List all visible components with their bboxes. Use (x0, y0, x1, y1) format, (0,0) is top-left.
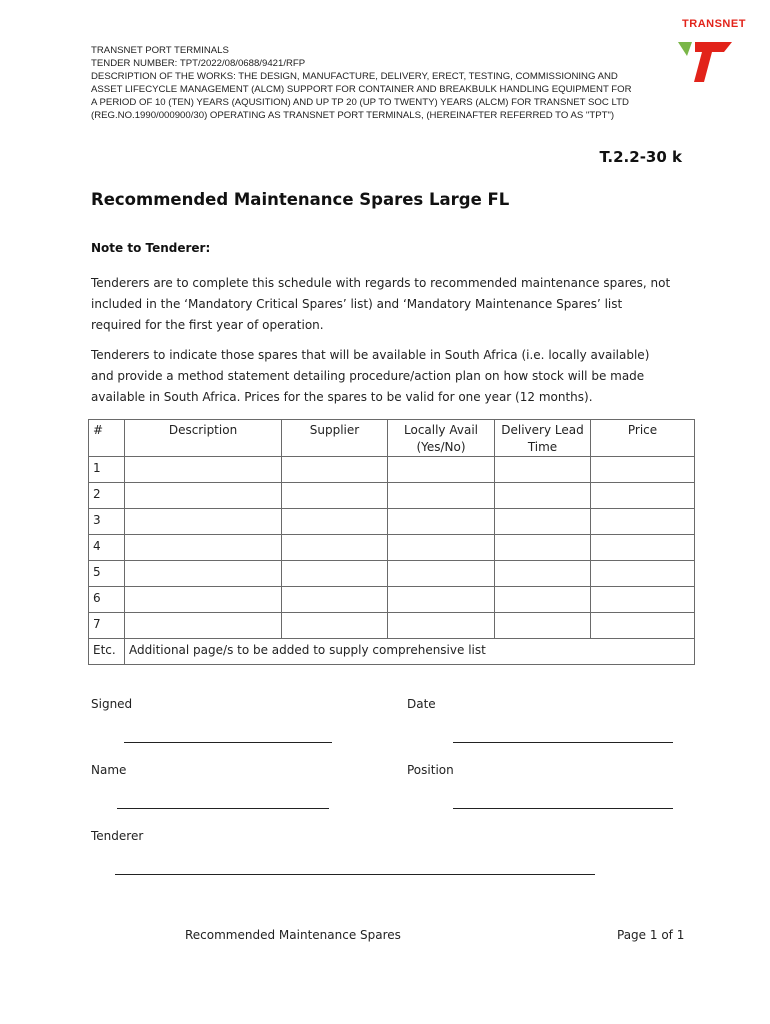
table-row (89, 561, 695, 587)
price-cell[interactable] (591, 613, 695, 639)
tender-header (91, 44, 681, 122)
instruction-paragraph: Tenderers are to complete this schedule with regards to recommended maintenance spares, not included in the ‘Mandatory Critical Spares’ list) and ‘Mandatory Maintenance Spares’ list required for the first year of operation. (91, 276, 671, 332)
row-etc-label: Etc. (89, 639, 125, 665)
row-number: 4 (89, 535, 125, 561)
column-header-supplier: Supplier (282, 420, 388, 457)
lead-time-cell[interactable] (495, 561, 591, 587)
page-title: Recommended Maintenance Spares Large FL (91, 190, 510, 209)
price-cell[interactable] (591, 587, 695, 613)
locally-avail-cell[interactable] (388, 535, 495, 561)
locally-avail-cell[interactable] (388, 561, 495, 587)
supplier-cell[interactable] (282, 535, 388, 561)
description-cell[interactable] (125, 457, 282, 483)
price-cell[interactable] (591, 535, 695, 561)
footer-title: Recommended Maintenance Spares (185, 928, 401, 942)
locally-avail-cell[interactable] (388, 509, 495, 535)
name-line[interactable] (117, 808, 329, 809)
row-number: 3 (89, 509, 125, 535)
locally-avail-cell[interactable] (388, 613, 495, 639)
lead-time-cell[interactable] (495, 457, 591, 483)
price-cell[interactable] (591, 509, 695, 535)
logo-wordmark: TRANSNET (682, 18, 746, 30)
column-header-locally-avail: Locally Avail (Yes/No) (388, 420, 495, 457)
note-heading: Note to Tenderer: (91, 241, 211, 255)
lead-time-cell[interactable] (495, 509, 591, 535)
description-cell[interactable] (125, 613, 282, 639)
column-header-description: Description (125, 420, 282, 457)
row-number: 1 (89, 457, 125, 483)
lead-time-cell[interactable] (495, 535, 591, 561)
locally-avail-cell[interactable] (388, 483, 495, 509)
table-row (89, 535, 695, 561)
price-cell[interactable] (591, 457, 695, 483)
instruction-paragraph: Tenderers to indicate those spares that will be available in South Africa (i.e. locally available) and provide a method statement detailing procedure/action plan on how stock will be made available in South Africa. Prices for the spares to be valid for one year (12 months). (91, 348, 650, 404)
supplier-cell[interactable] (282, 587, 388, 613)
name-label: Name (91, 763, 127, 777)
document-code: T.2.2-30 k (599, 148, 682, 166)
locally-avail-cell[interactable] (388, 457, 495, 483)
row-number: 2 (89, 483, 125, 509)
header-line: (REG.NO.1990/000900/30) OPERATING AS TRANSNET PORT TERMINALS, (HEREINAFTER REFERRED TO AS "TPT") (91, 110, 615, 121)
signed-line[interactable] (124, 742, 332, 743)
position-label: Position (407, 763, 454, 777)
column-header-number: # (89, 420, 125, 457)
lead-time-cell[interactable] (495, 483, 591, 509)
supplier-cell[interactable] (282, 483, 388, 509)
row-number: 5 (89, 561, 125, 587)
table-row (89, 509, 695, 535)
column-header-price: Price (591, 420, 695, 457)
column-header-lead-time: Delivery Lead Time (495, 420, 591, 457)
row-number: 6 (89, 587, 125, 613)
table-row (89, 613, 695, 639)
row-number: 7 (89, 613, 125, 639)
description-cell[interactable] (125, 561, 282, 587)
page-number: Page 1 of 1 (617, 928, 685, 942)
table-row (89, 483, 695, 509)
description-cell[interactable] (125, 587, 282, 613)
supplier-cell[interactable] (282, 561, 388, 587)
header-line: TENDER NUMBER: TPT/2022/08/0688/9421/RFP (91, 58, 306, 69)
supplier-cell[interactable] (282, 509, 388, 535)
price-cell[interactable] (591, 561, 695, 587)
header-line: TRANSNET PORT TERMINALS (91, 45, 229, 56)
spares-table (88, 419, 695, 665)
table-row (89, 587, 695, 613)
price-cell[interactable] (591, 483, 695, 509)
header-line: DESCRIPTION OF THE WORKS: THE DESIGN, MANUFACTURE, DELIVERY, ERECT, TESTING, COMMISSIONING AND (91, 71, 618, 82)
date-line[interactable] (453, 742, 673, 743)
table-row-etc (89, 639, 695, 665)
supplier-cell[interactable] (282, 457, 388, 483)
row-etc-note: Additional page/s to be added to supply comprehensive list (125, 639, 695, 665)
supplier-cell[interactable] (282, 613, 388, 639)
lead-time-cell[interactable] (495, 613, 591, 639)
table-row (89, 457, 695, 483)
tenderer-label: Tenderer (91, 829, 144, 843)
description-cell[interactable] (125, 509, 282, 535)
description-cell[interactable] (125, 483, 282, 509)
transnet-logo-icon (674, 18, 754, 88)
locally-avail-cell[interactable] (388, 587, 495, 613)
lead-time-cell[interactable] (495, 587, 591, 613)
table-header-row (89, 420, 695, 457)
signed-label: Signed (91, 697, 133, 711)
header-line: ASSET LIFECYCLE MANAGEMENT (ALCM) SUPPORT FOR CONTAINER AND BREAKBULK HANDLING EQUIPMENT FOR (91, 84, 632, 95)
header-line: A PERIOD OF 10 (TEN) YEARS (AQUSITION) AND UP TP 20 (UP TO TWENTY) YEARS (ALCM) FOR TRANSNET SOC LTD (91, 97, 629, 108)
date-label: Date (407, 697, 436, 711)
tenderer-line[interactable] (115, 874, 595, 875)
description-cell[interactable] (125, 535, 282, 561)
position-line[interactable] (453, 808, 673, 809)
transnet-logo (674, 18, 754, 88)
